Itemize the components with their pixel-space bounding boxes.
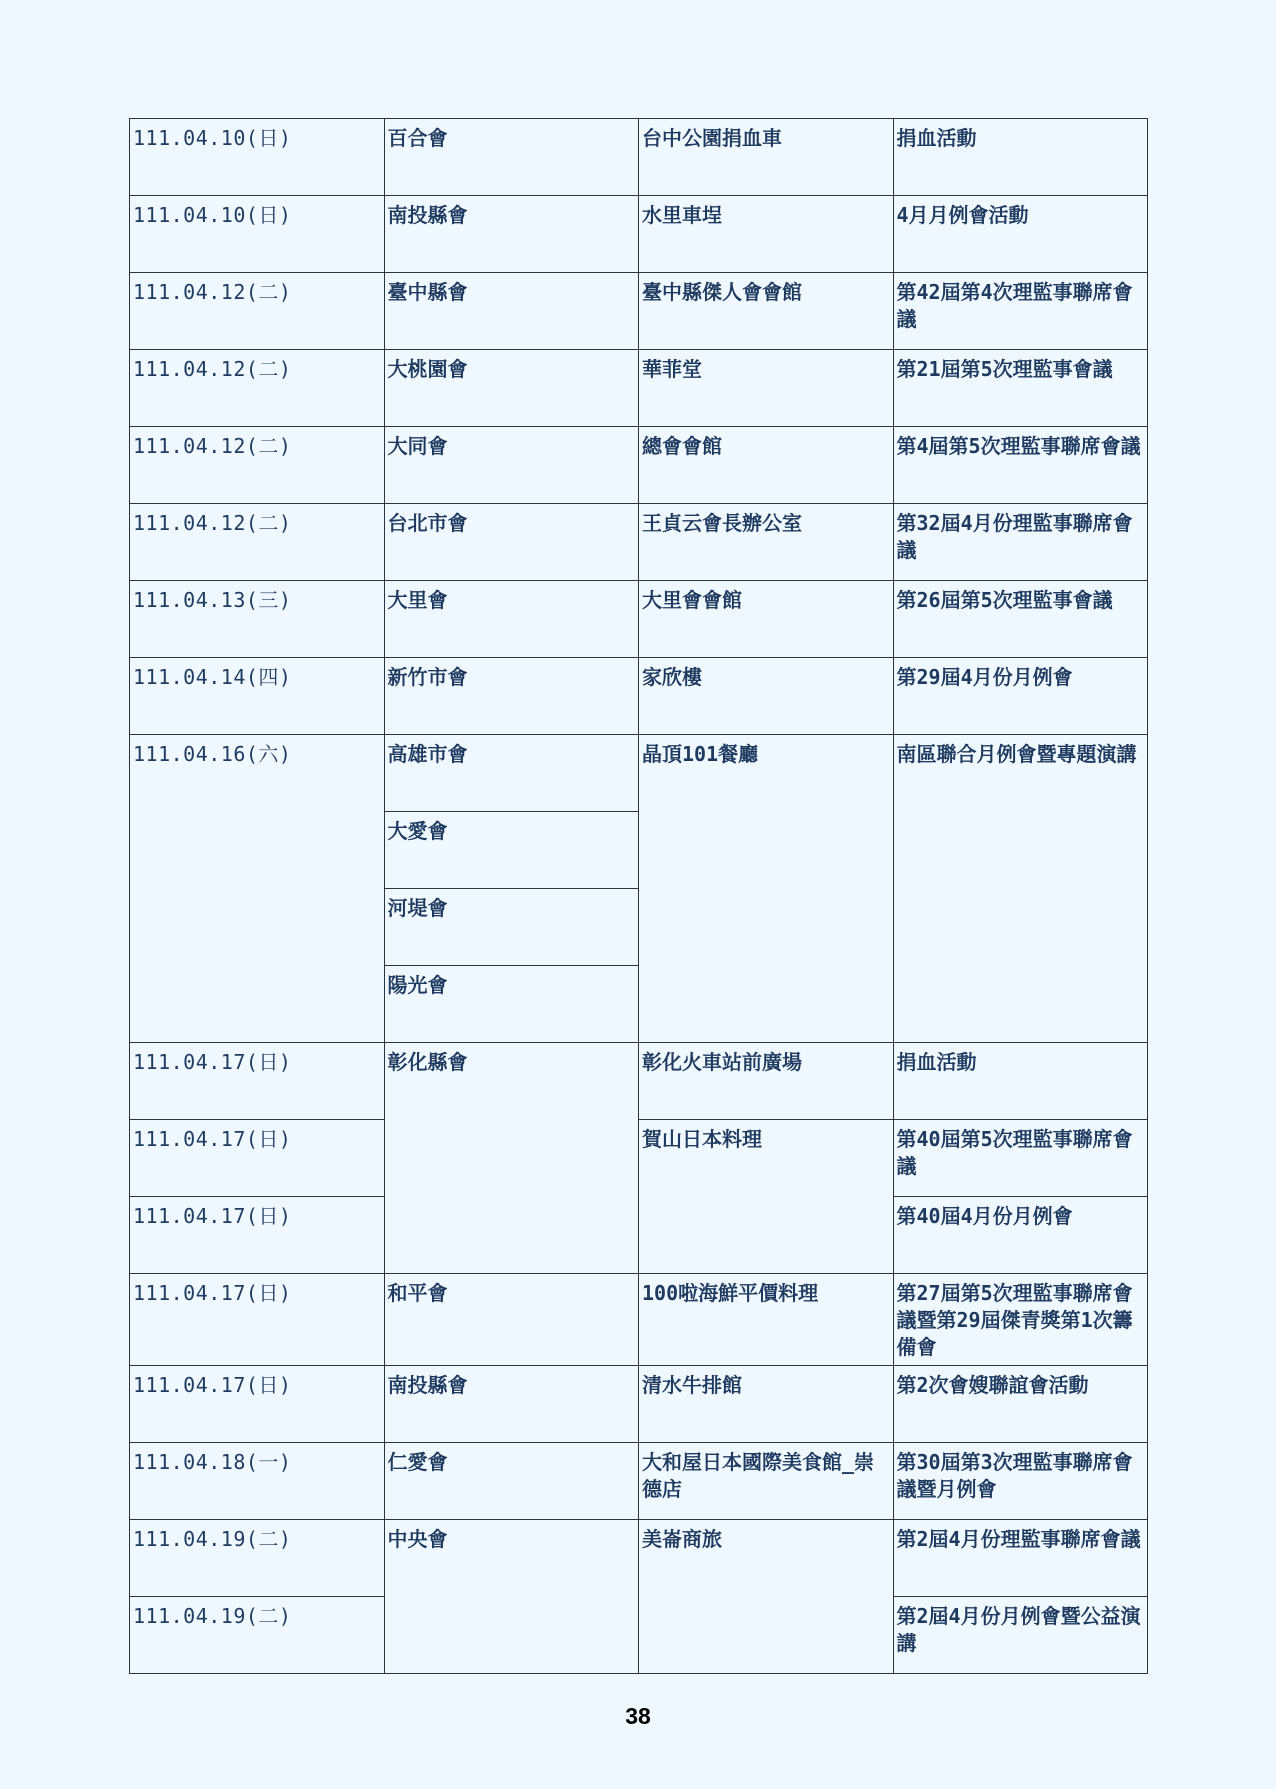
date-cell: 111.04.13(三) — [130, 581, 385, 658]
place-cell: 美崙商旅 — [639, 1520, 894, 1674]
place-cell: 大和屋日本國際美食館_崇德店 — [639, 1443, 894, 1520]
org-cell: 和平會 — [384, 1274, 639, 1366]
place-cell: 臺中縣傑人會會館 — [639, 273, 894, 350]
place-cell: 台中公園捐血車 — [639, 119, 894, 196]
org-cell: 大桃園會 — [384, 350, 639, 427]
date-cell: 111.04.17(日) — [130, 1274, 385, 1366]
date-cell: 111.04.18(一) — [130, 1443, 385, 1520]
place-cell: 水里車埕 — [639, 196, 894, 273]
date-cell: 111.04.17(日) — [130, 1043, 385, 1120]
org-cell: 台北市會 — [384, 504, 639, 581]
event-cell: 第2屆4月份理監事聯席會議 — [893, 1520, 1148, 1597]
event-cell: 第21屆第5次理監事會議 — [893, 350, 1148, 427]
place-cell: 家欣樓 — [639, 658, 894, 735]
event-cell: 第27屆第5次理監事聯席會議暨第29屆傑青獎第1次籌備會 — [893, 1274, 1148, 1366]
event-cell: 第40屆4月份月例會 — [893, 1197, 1148, 1274]
event-cell: 第30屆第3次理監事聯席會議暨月例會 — [893, 1443, 1148, 1520]
org-cell: 南投縣會 — [384, 1366, 639, 1443]
date-cell: 111.04.10(日) — [130, 196, 385, 273]
activity-schedule-table — [129, 118, 1148, 1674]
date-cell: 111.04.19(二) — [130, 1597, 385, 1674]
date-cell: 111.04.17(日) — [130, 1366, 385, 1443]
place-cell: 晶頂101餐廳 — [639, 735, 894, 1043]
org-cell: 大里會 — [384, 581, 639, 658]
table-row — [130, 350, 1148, 427]
date-cell: 111.04.12(二) — [130, 350, 385, 427]
place-cell: 彰化火車站前廣場 — [639, 1043, 894, 1120]
date-cell: 111.04.17(日) — [130, 1120, 385, 1197]
event-cell: 第26屆第5次理監事會議 — [893, 581, 1148, 658]
org-cell: 仁愛會 — [384, 1443, 639, 1520]
date-cell: 111.04.17(日) — [130, 1197, 385, 1274]
event-cell: 第32屆4月份理監事聯席會議 — [893, 504, 1148, 581]
event-cell: 第40屆第5次理監事聯席會議 — [893, 1120, 1148, 1197]
org-cell: 河堤會 — [384, 889, 639, 966]
page-number: 38 — [625, 1703, 651, 1729]
date-cell: 111.04.10(日) — [130, 119, 385, 196]
org-cell: 高雄市會 — [384, 735, 639, 812]
org-cell: 彰化縣會 — [384, 1043, 639, 1274]
event-cell: 第2屆4月份月例會暨公益演講 — [893, 1597, 1148, 1674]
table-row — [130, 1520, 1148, 1597]
table-row — [130, 1443, 1148, 1520]
place-cell: 賀山日本料理 — [639, 1120, 894, 1274]
date-cell: 111.04.12(二) — [130, 504, 385, 581]
date-cell: 111.04.12(二) — [130, 273, 385, 350]
place-cell: 大里會會館 — [639, 581, 894, 658]
table-row — [130, 658, 1148, 735]
event-cell: 第29屆4月份月例會 — [893, 658, 1148, 735]
place-cell: 100啦海鮮平價料理 — [639, 1274, 894, 1366]
place-cell: 華菲堂 — [639, 350, 894, 427]
place-cell: 清水牛排館 — [639, 1366, 894, 1443]
org-cell: 百合會 — [384, 119, 639, 196]
event-cell: 4月月例會活動 — [893, 196, 1148, 273]
org-cell: 南投縣會 — [384, 196, 639, 273]
org-cell: 大同會 — [384, 427, 639, 504]
event-cell: 南區聯合月例會暨專題演講 — [893, 735, 1148, 1043]
event-cell: 第4屆第5次理監事聯席會議 — [893, 427, 1148, 504]
date-cell: 111.04.14(四) — [130, 658, 385, 735]
table-row — [130, 273, 1148, 350]
place-cell: 王貞云會長辦公室 — [639, 504, 894, 581]
org-cell: 中央會 — [384, 1520, 639, 1674]
date-cell: 111.04.19(二) — [130, 1520, 385, 1597]
table-row — [130, 196, 1148, 273]
table-row — [130, 581, 1148, 658]
event-cell: 第42屆第4次理監事聯席會議 — [893, 273, 1148, 350]
table-row — [130, 1043, 1148, 1120]
table-row — [130, 119, 1148, 196]
table-row — [130, 504, 1148, 581]
table-row — [130, 1120, 1148, 1197]
date-cell: 111.04.12(二) — [130, 427, 385, 504]
table-row — [130, 735, 1148, 812]
org-cell: 大愛會 — [384, 812, 639, 889]
org-cell: 臺中縣會 — [384, 273, 639, 350]
date-cell: 111.04.16(六) — [130, 735, 385, 1043]
table-row — [130, 1366, 1148, 1443]
event-cell: 第2次會嫂聯誼會活動 — [893, 1366, 1148, 1443]
org-cell: 新竹市會 — [384, 658, 639, 735]
event-cell: 捐血活動 — [893, 119, 1148, 196]
org-cell: 陽光會 — [384, 966, 639, 1043]
table-row — [130, 1274, 1148, 1366]
event-cell: 捐血活動 — [893, 1043, 1148, 1120]
place-cell: 總會會館 — [639, 427, 894, 504]
table-row — [130, 427, 1148, 504]
